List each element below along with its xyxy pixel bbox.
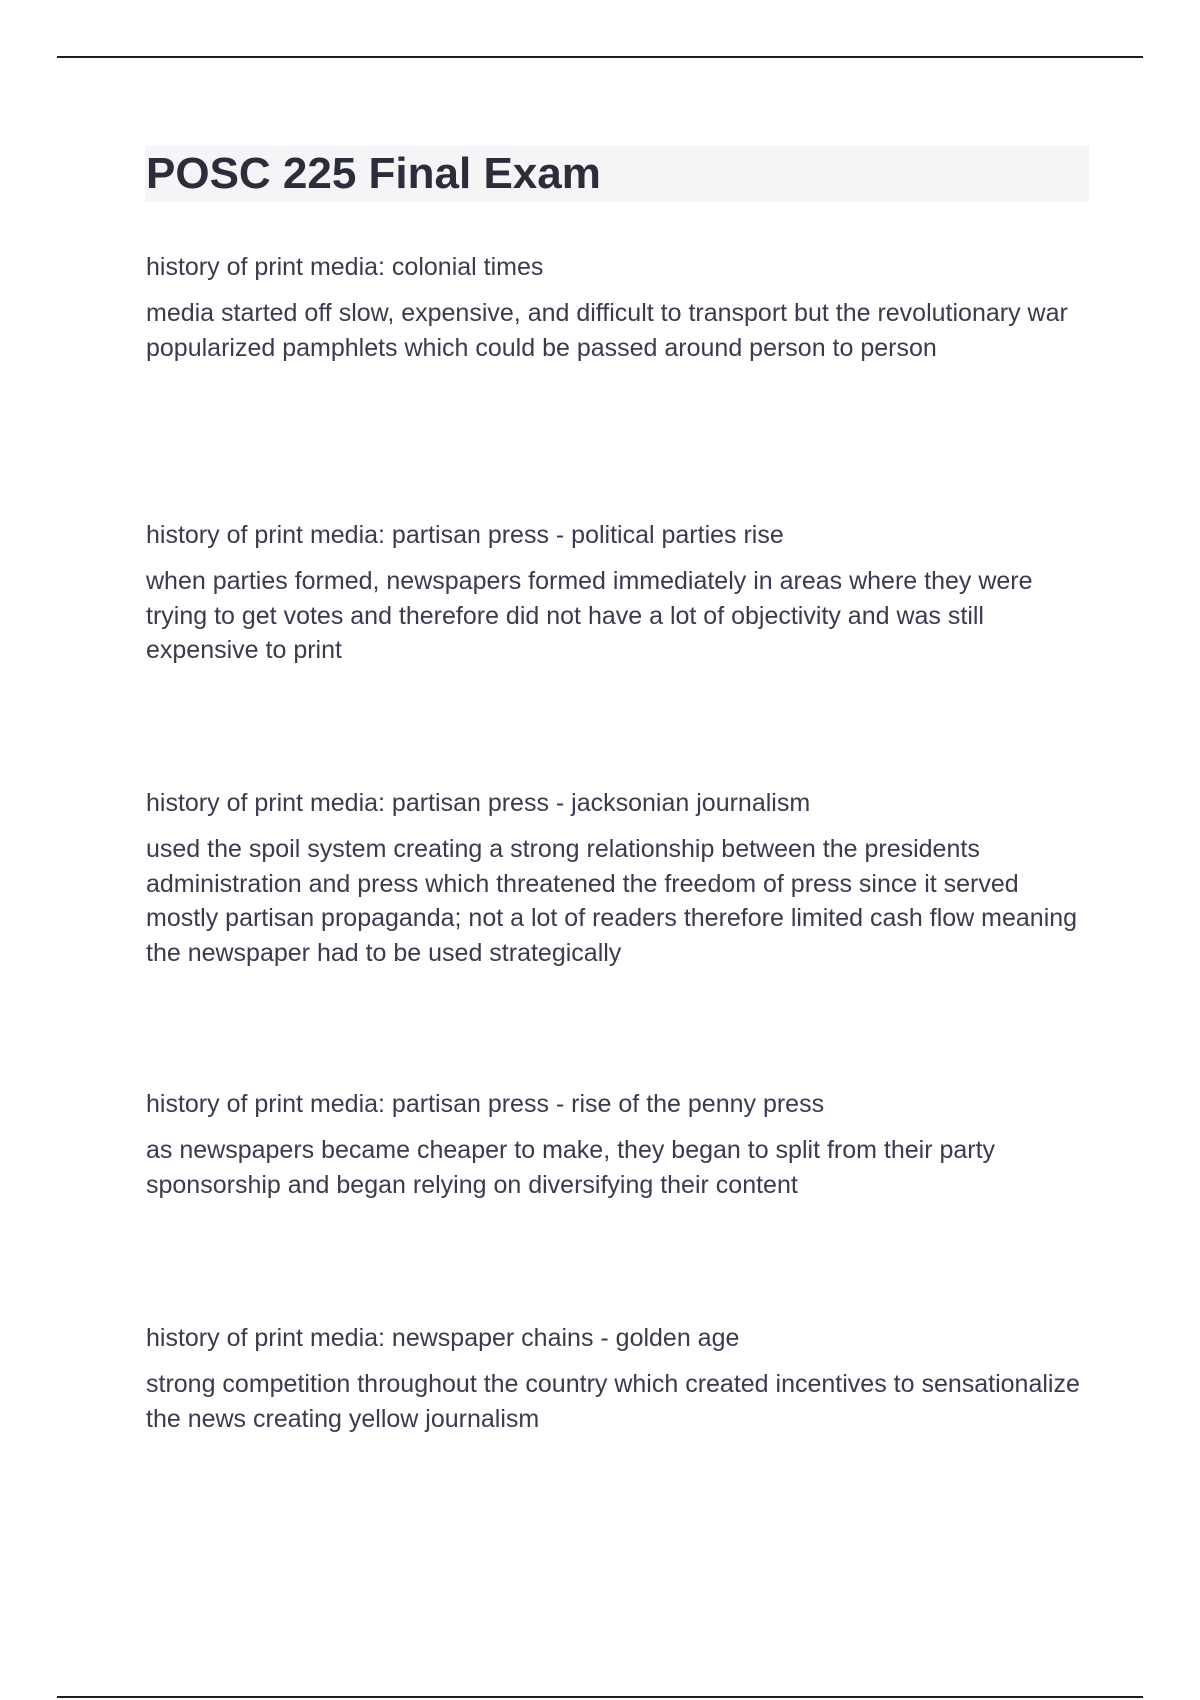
card-definition: when parties formed, newspapers formed immediately in areas where they were trying to get votes and therefore did not have a lot of objectivity and was still expensive to print	[146, 567, 1033, 664]
card-term: history of print media: partisan press - rise of the penny press	[146, 1090, 825, 1118]
flashcard	[146, 518, 1090, 668]
card-term: history of print media: partisan press - jacksonian journalism	[146, 789, 811, 817]
bottom-rule	[57, 1696, 1143, 1698]
flashcard	[146, 1087, 1090, 1202]
top-rule	[57, 56, 1143, 58]
page-title: POSC 225 Final Exam	[146, 149, 601, 198]
flashcard	[146, 1321, 1090, 1436]
card-definition: strong competition throughout the country which created incentives to sensationalize the news creating yellow journalism	[146, 1370, 1080, 1433]
card-term: history of print media: colonial times	[146, 253, 544, 281]
card-definition: used the spoil system creating a strong relationship between the presidents administration and press which threatened the freedom of press since it served mostly partisan propaganda; not a lot of readers therefore limited cash flow meaning the newspaper had to be used strategically	[146, 835, 1078, 967]
card-definition: as newspapers became cheaper to make, they began to split from their party sponsorship and began relying on diversifying their content	[146, 1136, 996, 1199]
card-term: history of print media: partisan press - political parties rise	[146, 521, 784, 549]
card-term: history of print media: newspaper chains - golden age	[146, 1324, 740, 1352]
flashcard	[146, 250, 1090, 365]
card-definition: media started off slow, expensive, and difficult to transport but the revolutionary war popularized pamphlets which could be passed around person to person	[146, 299, 1068, 362]
flashcard	[146, 786, 1090, 970]
